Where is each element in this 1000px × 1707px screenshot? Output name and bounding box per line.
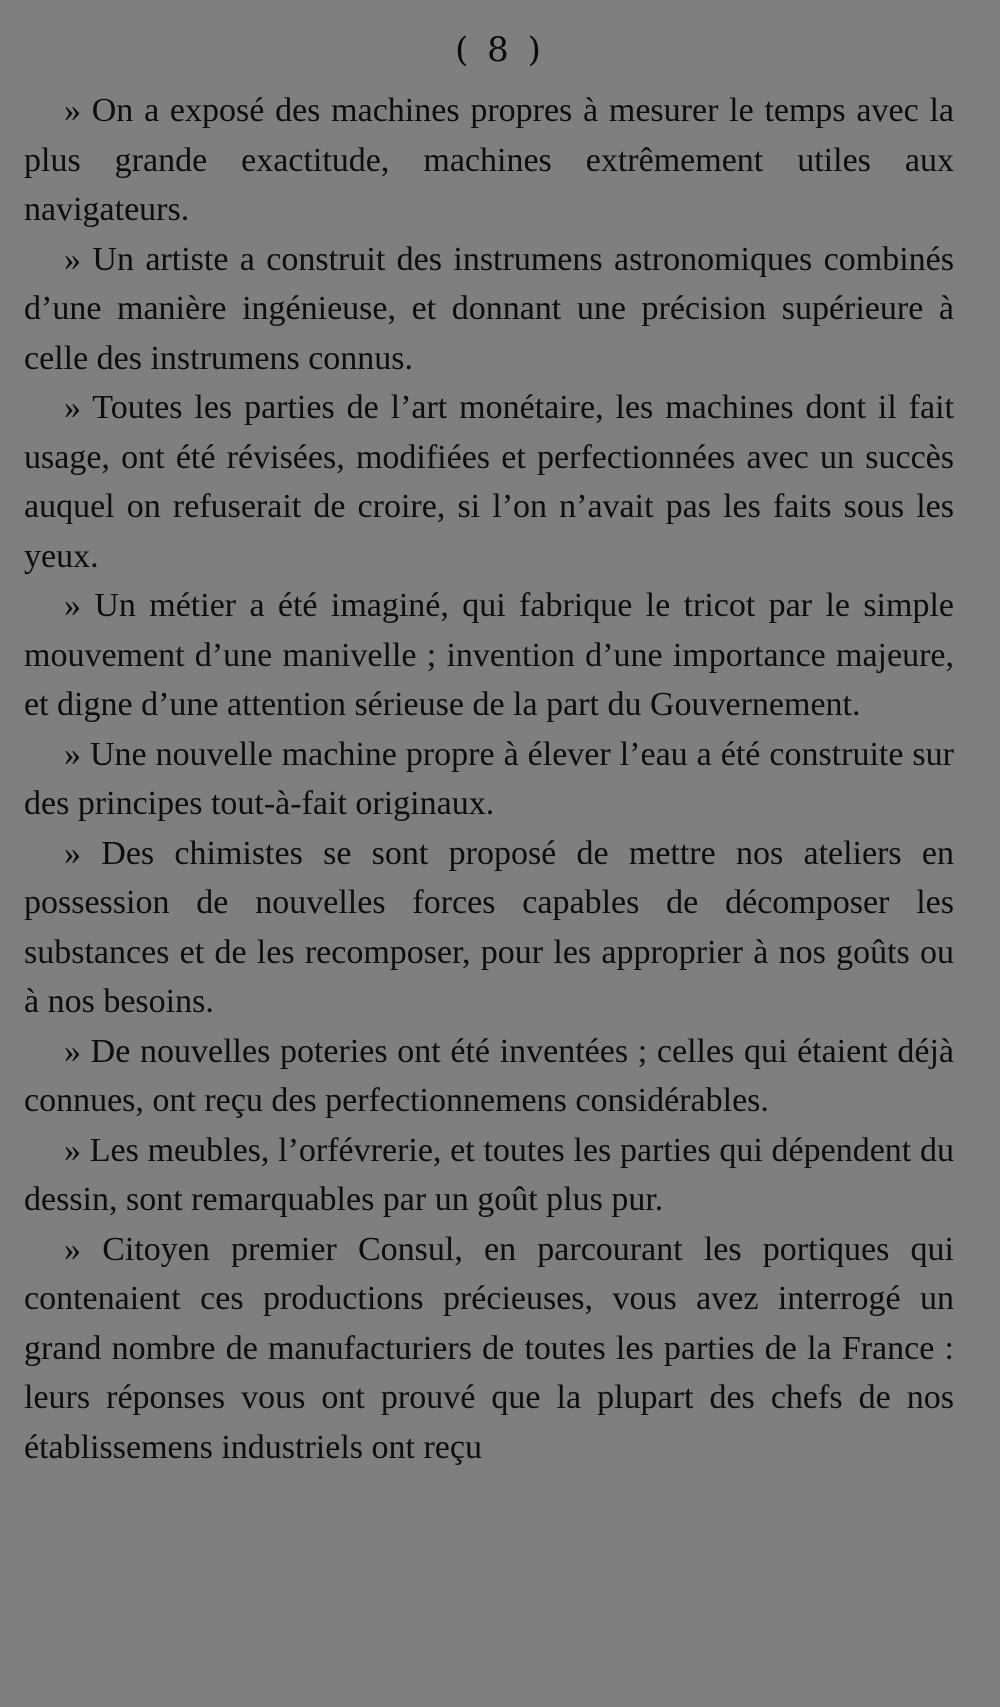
paragraph-knitting-loom: » Un métier a été imaginé, qui fabrique le tricot par le simple mouvement d’une manivelle ; invention d’une importance majeure, et digne d’une attention sérieuse de la part du Gouvernement.	[24, 587, 954, 723]
paragraph-water-machine: » Une nouvelle machine propre à élever l’eau a été construite sur des principes tout-à-fait originaux.	[24, 735, 954, 822]
text-body	[24, 86, 954, 1472]
page-number: ( 8 )	[455, 30, 545, 70]
paragraph-chemists: » Des chimistes se sont proposé de mettre nos ateliers en possession de nouvelles forces capables de décomposer les substances et de les recomposer, pour les approprier à nos goûts ou à nos besoins.	[24, 834, 954, 1020]
paragraph-clocks: » On a exposé des machines propres à mesurer le temps avec la plus grande exactitude, machines extrêmement utiles aux navigateurs.	[24, 92, 954, 228]
paragraph-furniture: » Les meubles, l’orfévrerie, et toutes les parties qui dépendent du dessin, sont remarquables par un goût plus pur.	[24, 1131, 954, 1218]
paragraph-first-consul: » Citoyen premier Consul, en parcourant les portiques qui contenaient ces productions précieuses, vous avez interrogé un grand nombre de manufacturiers de toutes les parties de la France : leurs réponses vous ont prouvé que la plupart des chefs de nos établissemens industriels ont reçu	[24, 1230, 954, 1466]
paragraph-pottery: » De nouvelles poteries ont été inventées ; celles qui étaient déjà connues, ont reçu des perfectionnemens considérables.	[24, 1032, 954, 1119]
paragraph-astronomical-instruments: » Un artiste a construit des instrumens astronomiques combinés d’une manière ingénieuse, et donnant une précision supérieure à celle des instrumens connus.	[24, 240, 954, 377]
paragraph-monetary-art: » Toutes les parties de l’art monétaire, les machines dont il fait usage, ont été révisées, modifiées et perfectionnées avec un succès auquel on refuserait de croire, si l’on n’avait pas les faits sous les yeux.	[24, 389, 954, 575]
